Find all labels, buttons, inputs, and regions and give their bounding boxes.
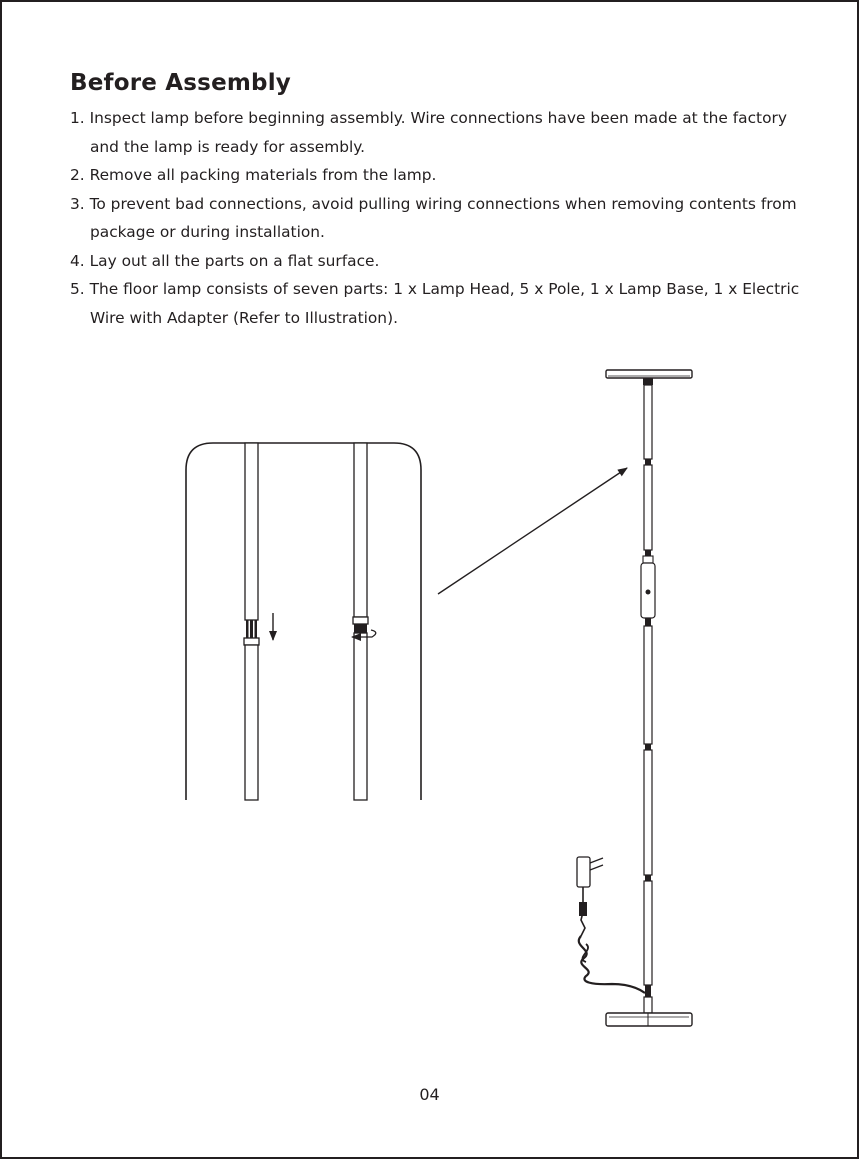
connection-detail-inset	[186, 443, 421, 800]
plug-icon	[577, 857, 590, 887]
detail-pole-push	[244, 443, 273, 800]
floor-lamp	[577, 370, 692, 1026]
lamp-head	[606, 370, 692, 385]
page-number: 04	[419, 1085, 440, 1104]
power-adapter-cord	[577, 857, 645, 993]
pointer-arrow-icon	[438, 468, 627, 594]
detail-pole-twist	[352, 443, 376, 800]
step-5: 5. The floor lamp consists of seven parts: 1 x Lamp Head, 5 x Pole, 1 x Lamp Base, 1 x Electric Wire with Adapter (Refer to Illustration).	[70, 280, 800, 327]
lamp-poles	[641, 385, 655, 1013]
step-4: 4. Lay out all the parts on a flat surface.	[70, 251, 380, 270]
page-title: Before Assembly	[70, 70, 291, 96]
step-3: 3. To prevent bad connections, avoid pulling wiring connections when removing contents from package or during installation.	[70, 194, 797, 241]
lamp-base	[606, 1013, 692, 1026]
step-2: 2. Remove all packing materials from the lamp.	[70, 166, 437, 184]
step-1: 1. Inspect lamp before beginning assembly. Wire connections have been made at the factory and the lamp is ready for assembly.	[70, 109, 787, 156]
